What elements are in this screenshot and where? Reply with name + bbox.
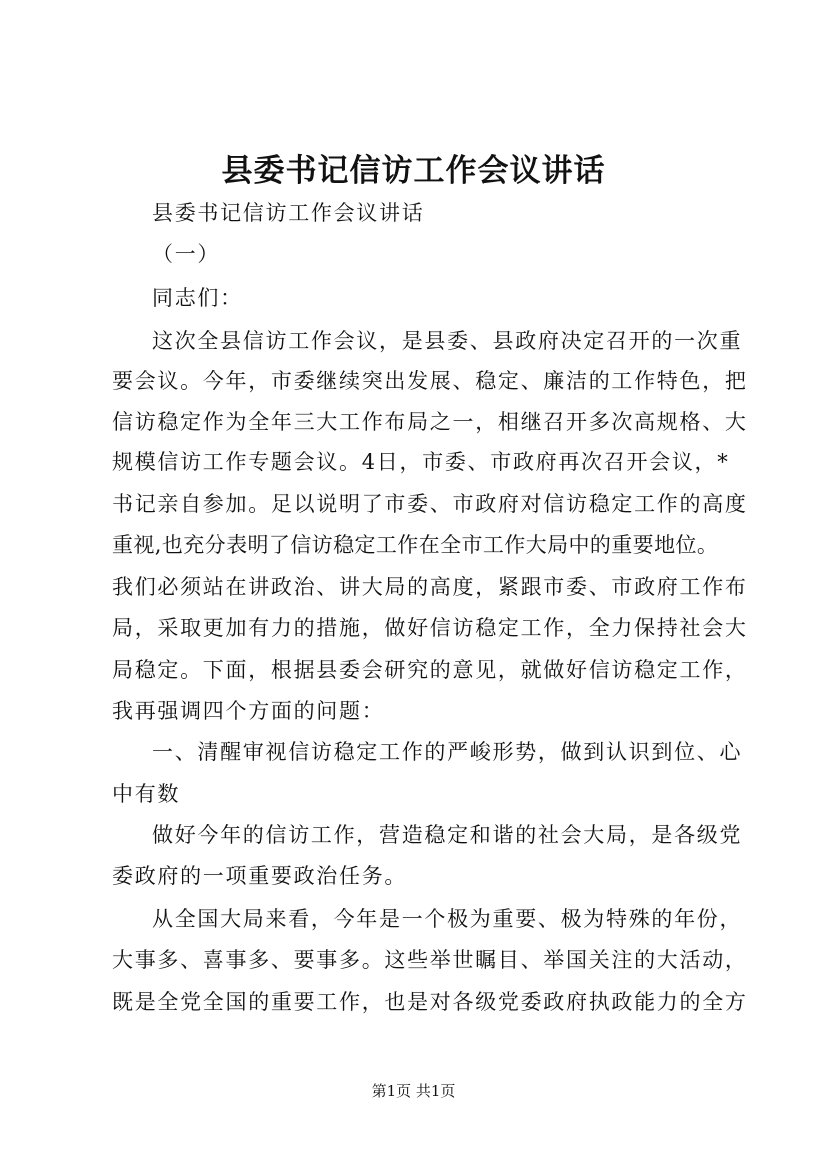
body-line: 局稳定。下面，根据县委会研究的意见，就做好信访稳定工作， [112,658,748,682]
salutation-line: 同志们： [152,286,243,310]
body-line: 信访稳定作为全年三大工作布局之一，相继召开多次高规格、大 [112,410,748,434]
body-line: 既是全党全国的重要工作，也是对各级党委政府执政能力的全方 [112,990,748,1014]
document-title: 县委书记信访工作会议讲话 [221,153,606,189]
body-line: 从全国大局来看，今年是一个极为重要、极为特殊的年份， [152,907,743,931]
body-line: 大事多、喜事多、要事多。这些举世瞩目、举国关注的大活动， [112,948,748,972]
subtitle-line: 县委书记信访工作会议讲话 [152,201,425,225]
body-line: 做好今年的信访工作，营造稳定和谐的社会大局，是各级党 [152,823,743,847]
heading-line: 中有数 [112,782,181,806]
body-line: 我们必须站在讲政治、讲大局的高度，紧跟市委、市政府工作布 [112,575,748,599]
body-line: 书记亲自参加。足以说明了市委、市政府对信访稳定工作的高度 [112,492,748,516]
body-line: 我再强调四个方面的问题： [112,699,385,723]
heading-line: 一、清醒审视信访稳定工作的严峻形势，做到认识到位、心 [152,740,743,764]
body-line: 重视,也充分表明了信访稳定工作在全市工作大局中的重要地位。 [112,533,719,557]
body-line: 局，采取更加有力的措施，做好信访稳定工作，全力保持社会大 [112,616,748,640]
body-line: 规模信访工作专题会议。4日，市委、市政府再次召开会议，* [112,450,730,474]
section-number-line: （一） [152,242,221,266]
body-line: 委政府的一项重要政治任务。 [112,864,408,888]
body-line: 这次全县信访工作会议，是县委、县政府决定召开的一次重 [152,329,743,353]
body-line: 要会议。今年，市委继续突出发展、稳定、廉洁的工作特色，把 [112,369,748,393]
page-number-footer: 第1页 共1页 [371,1082,456,1100]
